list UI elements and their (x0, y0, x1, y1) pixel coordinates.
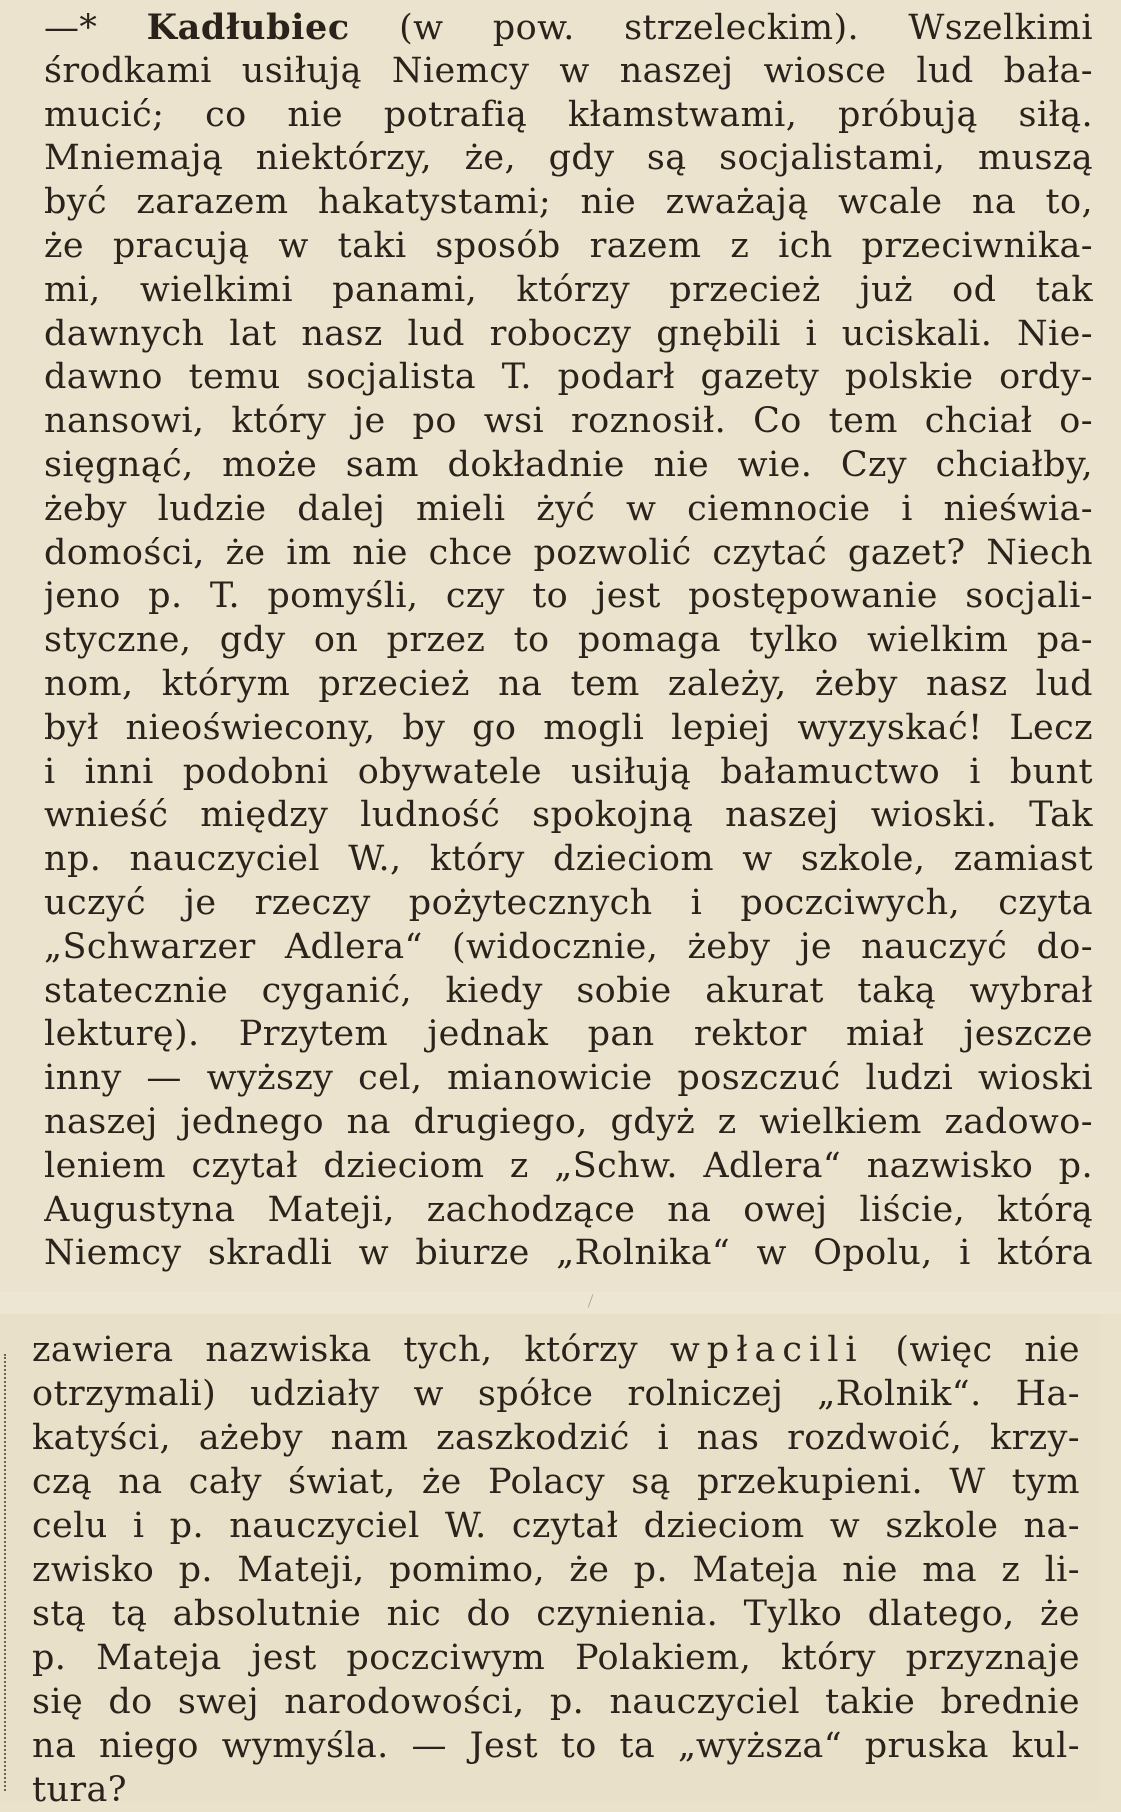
text-line: uczyć je rzeczy pożytecznych i poczciwych, czyta (44, 882, 1093, 923)
text-line: np. nauczyciel W., który dzieciom w szkole, zamiast (44, 839, 1093, 880)
text-line: zwisko p. Mateji, pomimo, że p. Mateja nie ma z li- (32, 1550, 1080, 1590)
article-clipping-bottom (0, 1314, 1100, 1810)
text-line: że pracują w taki sposób razem z ich przeciwnika- (44, 225, 1093, 266)
text-line: inny — wyższy cel, mianowicie poszczuć ludzi wioski (44, 1058, 1093, 1099)
text-line: styczne, gdy on przez to pomaga tylko wielkim pa- (44, 620, 1093, 661)
text-line: być zarazem hakatystami; nie zważają wcale na to, (44, 182, 1093, 223)
text-line: się do swej narodowości, p. nauczyciel takie brednie (32, 1682, 1080, 1722)
text-line: dawno temu socjalista T. podarł gazety polskie ordy- (44, 357, 1093, 398)
text-line: domości, że im nie chce pozwolić czytać gazet? Niech (44, 532, 1093, 573)
text-line: Mniemają niektórzy, że, gdy są socjalistami, muszą (44, 138, 1093, 179)
text-segment: (więc nie (895, 1330, 1080, 1370)
text-line: i inni podobni obywatele usiłują bałamuctwo i bunt (44, 751, 1093, 792)
text-line: leniem czytał dzieciom z „Schw. Adlera“ nazwisko p. (44, 1145, 1093, 1186)
text-line: sięgnąć, może sam dokładnie nie wie. Czy chciałby, (44, 444, 1093, 485)
text-line: p. Mateja jest poczciwym Polakiem, który przyznaje (32, 1638, 1080, 1678)
text-line: „Schwarzer Adlera“ (widocznie, żeby je nauczyć do- (44, 926, 1093, 967)
text-line: katyści, ażeby nam zaszkodzić i nas rozdwoić, krzy- (32, 1418, 1080, 1458)
article-first-line-text: (w pow. strzeleckim). Wszelkimi (399, 8, 1093, 48)
text-segment: zawiera nazwiska tych, którzy (32, 1330, 639, 1370)
article-dash: —* (44, 8, 98, 48)
text-line: Augustyna Mateji, zachodzące na owej liście, którą (44, 1189, 1093, 1230)
text-line: na niego wymyśla. — Jest to ta „wyższa“ pruska kul- (32, 1726, 1080, 1766)
spaced-emphasis: wpłacili (669, 1330, 864, 1370)
text-line: tura? (32, 1770, 127, 1810)
text-line: mi, wielkimi panami, którzy przecież już od tak (44, 269, 1093, 310)
text-line: Niemcy skradli w biurze „Rolnika“ w Opolu, i która (44, 1233, 1093, 1274)
paper-mark (588, 1294, 594, 1307)
text-line: żeby ludzie dalej mieli żyć w ciemnocie i nieświa- (44, 488, 1093, 529)
text-line (32, 1328, 1080, 1372)
clipping-gap (0, 1292, 1121, 1314)
text-line: nom, którym przecież na tem zależy, żeby nasz lud (44, 663, 1093, 704)
text-line: wnieść między ludność spokojną naszej wioski. Tak (44, 795, 1093, 836)
article-first-line (44, 6, 1093, 50)
text-line: jeno p. T. pomyśli, czy to jest postępowanie socjali- (44, 576, 1093, 617)
text-line: celu i p. nauczyciel W. czytał dzieciom w szkole na- (32, 1506, 1080, 1546)
text-line: był nieoświecony, by go mogli lepiej wyzyskać! Lecz (44, 707, 1093, 748)
text-line: otrzymali) udziały w spółce rolniczej „Rolnik“. Ha- (32, 1374, 1080, 1414)
text-line: mucić; co nie potrafią kłamstwami, próbują siłą. (44, 94, 1093, 135)
text-line: statecznie cyganić, kiedy sobie akurat taką wybrał (44, 970, 1093, 1011)
text-line: stą tą absolutnie nic do czynienia. Tylko dlatego, że (32, 1594, 1080, 1634)
article-place-name: Kadłubiec (146, 7, 350, 48)
text-line: dawnych lat nasz lud roboczy gnębili i uciskali. Nie- (44, 313, 1093, 354)
text-line: naszej jednego na drugiego, gdyż z wielkiem zadowo- (44, 1101, 1093, 1142)
text-line: środkami usiłują Niemcy w naszej wiosce lud bała- (44, 50, 1093, 91)
text-line: czą na cały świat, że Polacy są przekupieni. W tym (32, 1462, 1080, 1502)
text-line: nansowi, który je po wsi roznosił. Co tem chciał o- (44, 401, 1093, 442)
text-line: lekturę). Przytem jednak pan rektor miał jeszcze (44, 1014, 1093, 1055)
